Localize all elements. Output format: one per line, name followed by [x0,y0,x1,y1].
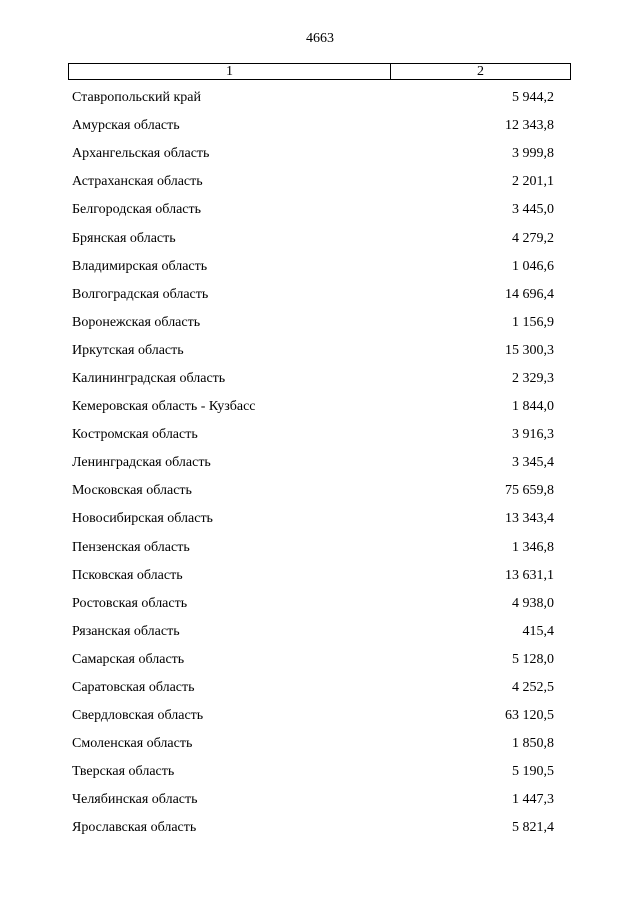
region-value: 5 128,0 [512,651,554,667]
column-header-2: 2 [477,64,484,79]
region-value: 4 279,2 [512,230,554,246]
region-name: Московская область [72,483,192,499]
region-value: 63 120,5 [505,708,554,724]
region-name: Воронежская область [72,314,201,330]
region-name: Ставропольский край [72,90,201,106]
region-name: Ленинградская область [72,455,211,471]
table-row [68,562,571,590]
region-value: 12 343,8 [505,118,554,134]
region-value: 13 631,1 [505,567,554,583]
table-row [68,421,571,449]
region-value: 14 696,4 [505,286,554,302]
table-row [68,224,571,252]
region-name: Белгородская область [72,202,202,218]
region-value: 4 252,5 [512,680,554,696]
table-row [68,309,571,337]
region-value: 15 300,3 [505,342,554,358]
table-row [68,674,571,702]
region-name: Волгоградская область [72,286,209,302]
region-name: Псковская область [72,567,183,583]
table-row [68,730,571,758]
table-row [68,477,571,505]
region-name: Челябинская область [72,792,198,808]
region-value: 5 944,2 [512,90,554,106]
region-value: 2 201,1 [512,174,554,190]
region-value: 1 156,9 [512,314,554,330]
table-row [68,646,571,674]
region-value: 3 916,3 [512,427,554,443]
region-name: Ростовская область [72,595,188,611]
region-name: Кемеровская область - Кузбасс [72,399,256,415]
region-value: 1 447,3 [512,792,554,808]
region-name: Новосибирская область [72,511,213,527]
region-name: Калининградская область [72,370,226,386]
table-row [68,253,571,281]
region-value: 4 938,0 [512,595,554,611]
table-row [68,534,571,562]
region-value: 415,4 [522,623,554,639]
region-name: Архангельская область [72,146,210,162]
page-number: 4663 [306,31,334,46]
region-value: 1 346,8 [512,539,554,555]
region-name: Саратовская область [72,680,195,696]
region-name: Амурская область [72,118,180,134]
region-value: 1 850,8 [512,736,554,752]
region-name: Костромская область [72,427,198,443]
region-value: 2 329,3 [512,370,554,386]
region-value: 5 821,4 [512,820,554,836]
region-value: 75 659,8 [505,483,554,499]
table-row [68,168,571,196]
region-name: Ярославская область [72,820,197,836]
region-name: Иркутская область [72,342,184,358]
region-name: Тверская область [72,764,175,780]
region-value: 3 445,0 [512,202,554,218]
table-row [68,140,571,168]
region-name: Владимирская область [72,258,208,274]
table-row [68,814,571,842]
region-name: Рязанская область [72,623,180,639]
region-value: 1 844,0 [512,399,554,415]
table-row [68,196,571,224]
region-value: 3 345,4 [512,455,554,471]
column-header-1: 1 [69,64,391,79]
region-name: Астраханская область [72,174,203,190]
table-row [68,449,571,477]
region-name: Свердловская область [72,708,204,724]
table-body [68,84,571,843]
table-row [68,618,571,646]
region-value: 1 046,6 [512,258,554,274]
region-value: 5 190,5 [512,764,554,780]
table-row [68,786,571,814]
region-name: Брянская область [72,230,176,246]
table-row [68,84,571,112]
table-row [68,337,571,365]
table-row [68,393,571,421]
table-row [68,590,571,618]
table-row [68,758,571,786]
region-name: Смоленская область [72,736,193,752]
region-name: Самарская область [72,651,185,667]
table-row [68,112,571,140]
region-value: 13 343,4 [505,511,554,527]
region-name: Пензенская область [72,539,190,555]
region-value: 3 999,8 [512,146,554,162]
table-row [68,365,571,393]
table-row [68,702,571,730]
table-row [68,281,571,309]
table-header [68,63,571,80]
table-row [68,505,571,533]
